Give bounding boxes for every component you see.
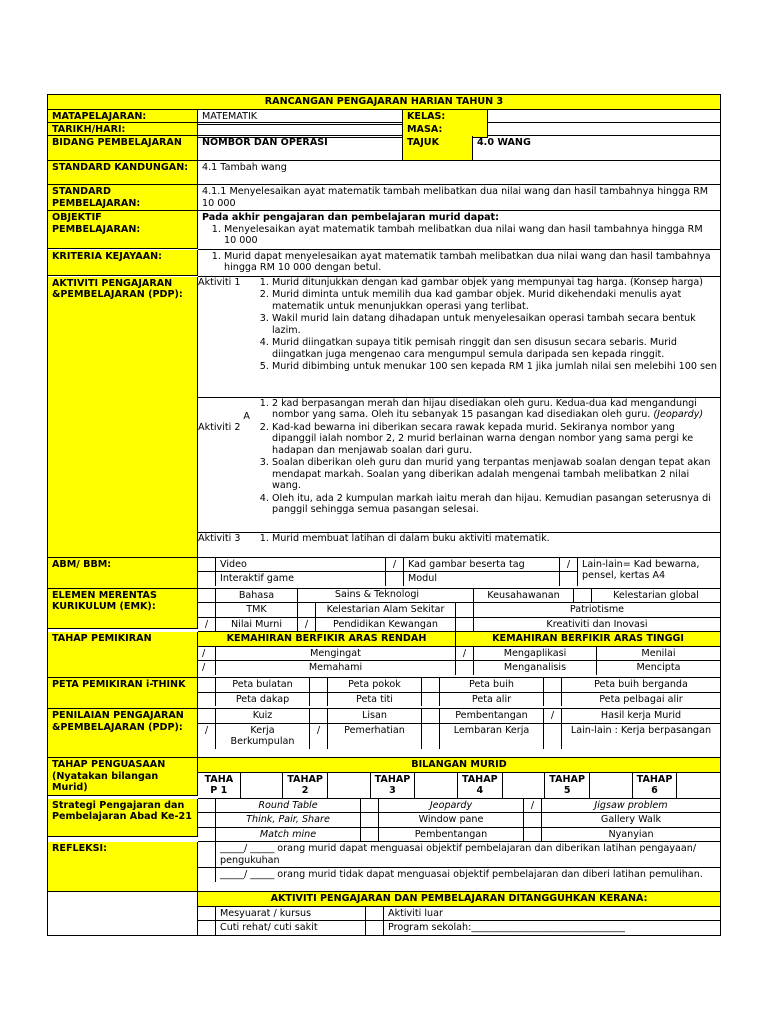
refleksi-check-empty[interactable] — [198, 868, 216, 882]
abm-label: ABM/ BBM: — [48, 558, 198, 589]
strategi-check-empty[interactable] — [361, 813, 379, 828]
abm-cell — [198, 558, 721, 589]
abm-slash-2[interactable]: / — [560, 558, 578, 573]
peta-check-empty[interactable] — [544, 693, 562, 707]
list-item: 3. Wakil murid lain datang dihadapan untuk menyelesaikan operasi tambah secara bentuk lazim. — [272, 313, 720, 336]
aktiviti-1-label: Aktiviti 1 — [198, 276, 241, 288]
tahap-count[interactable] — [503, 773, 546, 798]
strategi-item: Think, Pair, Share — [216, 813, 361, 828]
penilaian-item: Hasil kerja Murid — [562, 709, 720, 724]
aktiviti-2-body — [250, 398, 720, 532]
tahap-label: TAHAP — [374, 773, 411, 785]
tahap-count[interactable] — [590, 773, 633, 798]
strategi-item: Nyanyian — [608, 828, 654, 840]
penilaian-item: Lain-lain : Kerja berpasangan — [570, 724, 712, 736]
tahap-number: 2 — [301, 785, 309, 796]
standard-kandungan-value: 4.1 Tambah wang — [198, 161, 721, 185]
emk-check-empty[interactable] — [198, 603, 216, 618]
pemikiran-item: Memahami — [216, 661, 456, 675]
objektif-cell — [198, 211, 721, 250]
emk-item: Pendidikan Kewangan — [316, 618, 456, 632]
ditangguhkan-cell — [198, 907, 721, 936]
emk-item: Sains & Teknologi — [334, 588, 420, 600]
peta-item: Peta pokok — [328, 678, 422, 693]
list-item: 1. Murid ditunjukkan dengan kad gambar objek yang mempunyai tag harga. (Konsep harga) — [272, 277, 720, 289]
form-grid — [47, 94, 721, 936]
penilaian-item: Kuiz — [216, 709, 310, 724]
bidang-value: NOMBOR DAN OPERASI — [198, 136, 403, 160]
strategi-item: Jeopardy — [379, 799, 524, 814]
aktiviti-2-label-cell — [198, 398, 250, 532]
pemikiran-check-empty[interactable] — [456, 661, 474, 675]
tahap-label: TAHAP — [461, 773, 498, 785]
list-item: 2. Murid diminta untuk memilih dua kad gambar objek. Murid dikehendaki menulis ayat matematik untuk menunjukkan operasi yang terlibat. — [272, 289, 720, 312]
emk-check-empty[interactable] — [298, 603, 316, 618]
list-item: 4. Oleh itu, ada 2 kumpulan markah iaitu merah dan hijau. Kemudian pasangan seterusnya di panggil sehingga semua pasangan selesai. — [272, 493, 720, 516]
standard-pembelajaran-value: 4.1.1 Menyelesaikan ayat matematik tambah melibatkan dua nilai wang dan hasil tambahnya hingga RM 10 000 — [198, 185, 721, 211]
abm-check-empty[interactable] — [198, 572, 216, 586]
emk-slash[interactable]: / — [198, 618, 216, 632]
tahap-label: TAHAP — [636, 773, 673, 785]
ditangguhkan-spacer — [48, 892, 198, 936]
abm-video: Video — [216, 558, 386, 573]
objektif-intro: Pada akhir pengajaran dan pembelajaran murid dapat: — [202, 212, 499, 223]
emk-item: Keusahawanan — [474, 589, 574, 604]
tahap-count[interactable] — [328, 773, 371, 798]
strategi-check-empty[interactable] — [524, 828, 542, 842]
strategi-item: Jigsaw problem — [542, 799, 720, 814]
list-item — [272, 398, 720, 421]
penilaian-check-empty[interactable] — [422, 709, 440, 724]
peta-check-empty[interactable] — [422, 693, 440, 707]
penilaian-slash[interactable]: / — [544, 709, 562, 724]
ditangguhkan-item: Mesyuarat / kursus — [216, 907, 366, 922]
objektif-label: OBJEKTIF PEMBELAJARAN: — [48, 211, 198, 249]
ditangguhkan-check-empty[interactable] — [198, 921, 216, 935]
strategi-check-empty[interactable] — [361, 799, 379, 814]
kriteria-item: 1. Murid dapat menyelesaikan ayat matematik tambah melibatkan dua nilai wang dan hasil tambahnya hingga RM 10 000 dengan betul. — [224, 251, 716, 274]
tahap-5 — [545, 773, 590, 798]
emk-check-empty[interactable] — [456, 589, 474, 604]
tahap-2 — [283, 773, 328, 798]
emk-item: Nilai Murni — [216, 618, 298, 632]
list-item: 4. Murid diingatkan supaya titik pemisah ringgit dan sen disusun secara sebaris. Murid diingatkan juga mengenao cara mengumpul semula daripada sen kepada ringgit. — [272, 337, 720, 360]
peta-check-empty[interactable] — [198, 693, 216, 707]
ditangguhkan-title: AKTIVITI PENGAJARAN DAN PEMBELAJARAN DITANGGUHKAN KERANA: — [198, 892, 721, 907]
list-item: 1. Murid membuat latihan di dalam buku aktiviti matematik. — [272, 533, 720, 545]
emk-cell — [198, 589, 721, 633]
aktiviti-3-body — [250, 533, 720, 557]
strategi-slash[interactable]: / — [524, 799, 542, 814]
penilaian-cell — [198, 709, 721, 758]
strategi-item: Window pane — [379, 813, 524, 828]
emk-check-empty[interactable] — [456, 603, 474, 618]
strategi-cell — [198, 799, 721, 843]
penilaian-check-empty[interactable] — [310, 709, 328, 724]
ditangguhkan-item: Cuti rehat/ cuti sakit — [216, 921, 366, 935]
list-item: 3. Soalan diberikan oleh guru dan murid yang terpantas menjawab soalan dengan tepat akan mendapat markah. Soalan yang diberikan adalah mengenai tambah melibatkan 2 nilai wang. — [272, 457, 720, 492]
peta-item: Peta pelbagai alir — [599, 693, 683, 705]
tahap-pemikiran-cell — [198, 632, 721, 678]
peta-item: Peta alir — [440, 693, 544, 707]
emk-check-empty[interactable] — [456, 618, 474, 632]
list-item: 5. Murid dibimbing untuk menukar 100 sen kepada RM 1 jika jumlah nilai sen melebihi 100 sen — [272, 361, 720, 373]
aktiviti-3 — [198, 533, 720, 557]
tahap-1 — [198, 773, 241, 798]
abm-check-empty[interactable] — [560, 572, 578, 586]
ditangguhkan-check-empty[interactable] — [198, 907, 216, 922]
penilaian-item: Lembaran Kerja — [440, 724, 544, 749]
aktiviti-label: AKTIVITI PENGAJARAN &PEMBELAJARAN (PDP): — [48, 277, 198, 558]
tahap-count[interactable] — [677, 773, 720, 798]
abm-interaktif: Interaktif game — [216, 572, 386, 586]
emk-label: ELEMEN MERENTAS KURIKULUM (EMK): — [48, 589, 198, 629]
abm-check-empty[interactable] — [198, 558, 216, 573]
ditangguhkan-item: Aktiviti luar — [384, 907, 720, 922]
penilaian-check-empty[interactable] — [422, 724, 440, 749]
tahap-number: P 1 — [210, 785, 228, 796]
tahap-label: TAHAP — [287, 773, 323, 785]
abm-slash-1[interactable]: / — [386, 558, 404, 573]
peta-item: Peta buih — [440, 678, 544, 693]
aktiviti-cell — [198, 277, 721, 558]
pemikiran-slash[interactable]: / — [198, 661, 216, 675]
strategi-item: Gallery Walk — [542, 813, 720, 828]
tahap-pemikiran-label: TAHAP PEMIKIRAN — [48, 632, 198, 678]
pemikiran-item: Menganalisis — [474, 661, 597, 675]
penguasaan-cell — [198, 758, 721, 799]
emk-item: Kreativiti dan Inovasi — [546, 618, 648, 630]
tahap-number: 3 — [389, 785, 396, 796]
strategi-item: Pembentangan — [379, 828, 524, 842]
penilaian-check-empty[interactable] — [544, 724, 562, 749]
emk-item: Kelestarian Alam Sekitar — [316, 603, 456, 618]
penilaian-item: Pemerhatian — [328, 724, 422, 749]
tarikh-row — [198, 123, 721, 136]
peta-label: PETA PEMIKIRAN i-THINK — [48, 678, 198, 709]
aktiviti-1-body — [250, 277, 720, 397]
peta-check-empty[interactable] — [422, 678, 440, 693]
refleksi-cell — [198, 842, 721, 892]
tajuk-value: 4.0 WANG — [477, 137, 531, 148]
peta-cell — [198, 678, 721, 709]
objektif-item: 1. Menyelesaikan ayat matematik tambah melibatkan dua nilai wang dan hasil tambahnya hingga RM 10 000 — [224, 224, 716, 247]
emk-item: Kelestarian global — [592, 589, 720, 604]
peta-item: Peta buih berganda — [562, 678, 720, 693]
pemikiran-item: Menilai — [597, 647, 720, 662]
lesson-plan-form — [47, 94, 721, 936]
matapelajaran-row — [198, 110, 721, 123]
pemikiran-item: Mencipta — [636, 662, 681, 673]
bidang-row — [198, 136, 721, 161]
peta-check-empty[interactable] — [544, 678, 562, 693]
emk-slash[interactable]: / — [298, 618, 316, 632]
abm-modul: Modul — [404, 572, 560, 586]
strategi-check-empty[interactable] — [198, 799, 216, 814]
ditangguhkan-item[interactable]: Program sekolah:________________________________ — [388, 922, 625, 933]
bidang-label: BIDANG PEMBELAJARAN — [48, 136, 198, 161]
tahap-6 — [633, 773, 678, 798]
aktiviti-3-label: Aktiviti 3 — [198, 532, 241, 544]
refleksi-line-1[interactable]: _____/ _____ orang murid dapat menguasai objektif pembelajaran dan diberikan latihan pengayaan/ pengukuhan — [216, 842, 720, 868]
abm-check-empty[interactable] — [386, 572, 404, 586]
tajuk-label: TAJUK — [403, 136, 473, 160]
tahap-3 — [371, 773, 416, 798]
tahap-label: TAHA — [204, 773, 234, 785]
pemikiran-item: Mengingat — [216, 647, 456, 662]
bilangan-murid-heading: BILANGAN MURID — [198, 758, 720, 773]
aktiviti-2-a: A — [243, 410, 250, 422]
peta-item: Peta dakap — [216, 693, 310, 707]
penilaian-item: Kerja Berkumpulan — [216, 724, 310, 749]
emk-item: TMK — [216, 603, 298, 618]
emk-check-empty[interactable] — [298, 589, 456, 604]
strategi-item: Round Table — [216, 799, 361, 814]
refleksi-line-2[interactable]: _____/ _____ orang murid tidak dapat menguasai objektif pembelajaran dan diberi latihan pemulihan. — [220, 869, 703, 880]
emk-item: Bahasa — [216, 589, 298, 604]
ditangguhkan-check-empty[interactable] — [366, 921, 384, 935]
emk-check-empty[interactable] — [574, 589, 592, 604]
emk-item: Patriotisme — [474, 603, 720, 618]
tahap-count[interactable] — [241, 773, 284, 798]
tahap-number: 6 — [651, 785, 658, 796]
jeopardy-note: (Jeopardy) — [653, 409, 704, 420]
aktiviti-2-list — [250, 398, 720, 516]
list-item: 2. Kad-kad bewarna ini diberikan secara rawak kepada murid. Sekiranya nombor yang dipanggil ialah nombor 2, 2 murid berlainan warna dengan nombor yang sama pergi ke hadapan dan menjawab soalan dari guru. — [272, 422, 720, 457]
tahap-number: 5 — [563, 785, 571, 796]
strategi-check-empty[interactable] — [524, 813, 542, 828]
kelas-label: KELAS: — [403, 110, 488, 125]
penilaian-item: Lisan — [328, 709, 422, 724]
kbat-heading: KEMAHIRAN BERFIKIR ARAS TINGGI — [456, 632, 720, 647]
strategi-check-empty[interactable] — [198, 813, 216, 828]
form-title: RANCANGAN PENGAJARAN HARIAN TAHUN 3 — [48, 95, 721, 110]
tahap-label: TAHAP — [549, 773, 586, 785]
kbar-heading: KEMAHIRAN BERFIKIR ARAS RENDAH — [198, 632, 456, 647]
standard-pembelajaran-label: STANDARD PEMBELAJARAN: — [48, 185, 198, 211]
pemikiran-slash[interactable]: / — [456, 647, 474, 662]
kriteria-label: KRITERIA KEJAYAAN: — [48, 250, 198, 276]
standard-kandungan-label: STANDARD KANDUNGAN: — [48, 161, 198, 185]
kriteria-cell — [198, 250, 721, 277]
aktiviti-2-label: Aktiviti 2 — [198, 422, 241, 433]
pemikiran-slash[interactable]: / — [198, 647, 216, 662]
penilaian-item: Pembentangan — [440, 709, 544, 724]
penilaian-slash[interactable]: / — [198, 724, 216, 749]
tahap-count[interactable] — [415, 773, 458, 798]
aktiviti-1-list — [250, 277, 720, 373]
masa-label: MASA: — [403, 123, 488, 138]
peta-check-empty[interactable] — [310, 693, 328, 707]
peta-item: Peta titi — [328, 693, 422, 707]
refleksi-check-empty[interactable] — [198, 842, 216, 868]
peta-check-empty[interactable] — [198, 678, 216, 693]
strategi-label: Strategi Pengajaran dan Pembelajaran Abad Ke-21 — [48, 799, 198, 837]
penguasaan-label: TAHAP PENGUASAAN (Nyatakan bilangan Murid) — [48, 758, 198, 796]
peta-check-empty[interactable] — [310, 678, 328, 693]
matapelajaran-label: MATAPELAJARAN: — [48, 110, 198, 123]
strategi-check-empty[interactable] — [198, 828, 216, 842]
abm-lain: Lain-lain= Kad bewarna, pensel, kertas A4 — [582, 558, 700, 581]
tarikh-label: TARIKH/HARI: — [48, 123, 198, 136]
strategi-item: Match mine — [216, 828, 361, 842]
aktiviti-2 — [198, 398, 720, 533]
peta-item: Peta bulatan — [216, 678, 310, 693]
refleksi-label: REFLEKSI: — [48, 842, 198, 892]
matapelajaran-value: MATEMATIK — [198, 110, 403, 125]
ditangguhkan-check-empty[interactable] — [366, 907, 384, 922]
emk-check-empty[interactable] — [198, 589, 216, 604]
abm-kad: Kad gambar beserta tag — [404, 558, 560, 573]
strategi-check-empty[interactable] — [361, 828, 379, 842]
tahap-4 — [458, 773, 503, 798]
tahap-number: 4 — [476, 785, 484, 796]
penilaian-label: PENILAIAN PENGAJARAN &PEMBELAJARAN (PDP): — [48, 709, 198, 758]
penilaian-check-empty[interactable] — [198, 709, 216, 724]
pemikiran-item: Mengaplikasi — [474, 647, 597, 662]
aktiviti-1 — [198, 277, 720, 398]
list-item-text: 2 kad berpasangan merah dan hijau disediakan oleh guru. Kedua-dua kad mengandungi nombor yang sama. Oleh itu sebanyak 15 pasangan kad disediakan oleh guru. — [272, 397, 697, 420]
penilaian-slash[interactable]: / — [310, 724, 328, 749]
